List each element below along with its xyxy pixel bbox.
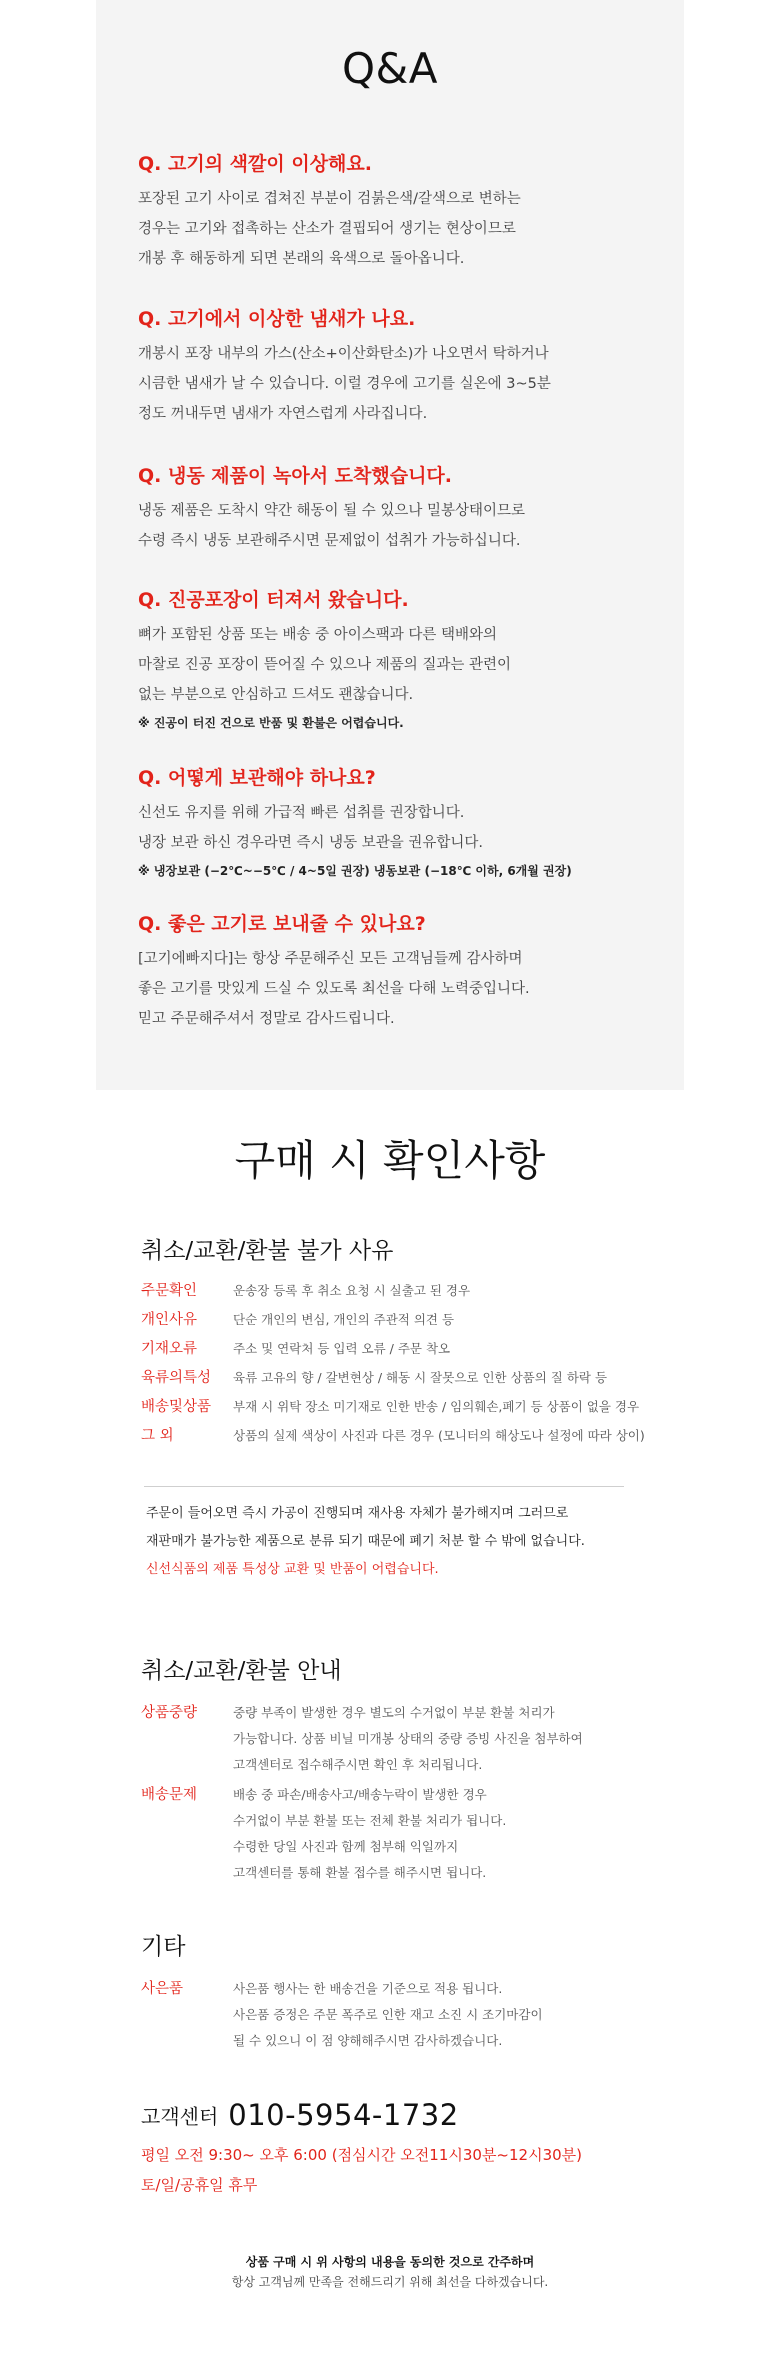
guide-label: 사은품 [141, 1981, 184, 1997]
divider [144, 1486, 624, 1487]
qa-answer-line: 믿고 주문해주셔서 정말로 감사드립니다. [138, 1011, 395, 1027]
guide-line: 수거없이 부분 환불 또는 전체 환불 처리가 됩니다. [233, 1813, 507, 1828]
qa-answer-line: 없는 부분으로 안심하고 드셔도 괜찮습니다. [138, 687, 414, 703]
qa-question: Q. 냉동 제품이 녹아서 도착했습니다. [138, 465, 453, 487]
row-label: 주문확인 [141, 1283, 198, 1299]
customer-center-label: 고객센터 [141, 2104, 219, 2129]
guide-lines [233, 1700, 583, 1778]
qa-answer-line: 시큼한 냄새가 날 수 있습니다. 이럴 경우에 고기를 실온에 3~5분 [138, 376, 551, 392]
qa-question: Q. 고기에서 이상한 냄새가 나요. [138, 308, 416, 330]
qa-answer-line: 개봉 후 해동하게 되면 본래의 육색으로 돌아옵니다. [138, 251, 465, 267]
row-text: 육류 고유의 향 / 갈변현상 / 해동 시 잘못으로 인한 상품의 질 하락 등 [233, 1370, 608, 1385]
footer-promise: 항상 고객님께 만족을 전해드리기 위해 최선을 다하겠습니다. [231, 2275, 549, 2289]
guide-line: 배송 중 파손/배송사고/배송누락이 발생한 경우 [233, 1787, 487, 1802]
no-refund-row [141, 1365, 607, 1391]
qa-item [138, 764, 658, 884]
qa-item [138, 910, 658, 1034]
no-refund-row [141, 1278, 470, 1304]
qa-answer-line: 포장된 고기 사이로 겹쳐진 부분이 검붉은색/갈색으로 변하는 [138, 191, 521, 207]
qa-answer-line: 신선도 유지를 위해 가급적 빠른 섭취를 권장합니다. [138, 805, 465, 821]
qa-answer-line: 수령 즉시 냉동 보관해주시면 문제없이 섭취가 가능하십니다. [138, 533, 521, 549]
guide-label: 배송문제 [141, 1787, 198, 1803]
qa-answer-line: 냉장 보관 하신 경우라면 즉시 냉동 보관을 권유합니다. [138, 835, 484, 851]
footer [0, 2252, 780, 2292]
guide-line: 가능합니다. 상품 비닐 미개봉 상태의 중량 증빙 사진을 첨부하여 [233, 1731, 583, 1746]
closed-days: 토/일/공휴일 휴무 [141, 2176, 258, 2194]
row-text: 부재 시 위탁 장소 미기재로 인한 반송 / 임의훼손,폐기 등 상품이 없을 경우 [233, 1399, 640, 1414]
qa-question: Q. 좋은 고기로 보내줄 수 있나요? [138, 913, 426, 935]
qa-answer-line: 뼈가 포함된 상품 또는 배송 중 아이스팩과 다른 택배와의 [138, 627, 498, 643]
notice-line: 재판매가 불가능한 제품으로 분류 되기 때문에 폐기 처분 할 수 밖에 없습니다. [146, 1534, 585, 1549]
row-label: 기재오류 [141, 1341, 198, 1357]
guide-line: 될 수 있으니 이 점 양해해주시면 감사하겠습니다. [233, 2033, 503, 2048]
guide-line: 수령한 당일 사진과 함께 첨부해 익일까지 [233, 1839, 459, 1854]
row-label: 그 외 [141, 1428, 174, 1444]
business-hours: 평일 오전 9:30~ 오후 6:00 (점심시간 오전11시30분~12시30분) [141, 2146, 583, 2164]
guide-line: 고객센터를 통해 환불 접수를 해주시면 됩니다. [233, 1865, 487, 1880]
notice-block [146, 1500, 666, 1584]
qa-panel [96, 0, 684, 1090]
row-text: 운송장 등록 후 취소 요청 시 실출고 된 경우 [233, 1283, 471, 1298]
qa-title: Q&A [341, 44, 439, 93]
row-label: 배송및상품 [141, 1399, 212, 1415]
qa-answer-line: 마찰로 진공 포장이 뜯어질 수 있으나 제품의 질과는 관련이 [138, 657, 512, 673]
no-refund-row [141, 1423, 645, 1449]
qa-item [138, 586, 658, 736]
notice-line: 주문이 들어오면 즉시 가공이 진행되며 재사용 자체가 불가해지며 그러므로 [146, 1506, 569, 1521]
row-label: 육류의특성 [141, 1370, 212, 1386]
notice-warning: 신선식품의 제품 특성상 교환 및 반품이 어렵습니다. [146, 1562, 439, 1577]
guide-line: 중량 부족이 발생한 경우 별도의 수거없이 부분 환불 처리가 [233, 1705, 555, 1720]
row-text: 단순 개인의 변심, 개인의 주관적 의견 등 [233, 1312, 455, 1327]
guide-label: 상품중량 [141, 1705, 198, 1721]
qa-answer-line: 냉동 제품은 도착시 약간 해동이 될 수 있으나 밀봉상태이므로 [138, 503, 526, 519]
no-refund-row [141, 1307, 454, 1333]
qa-item [138, 305, 658, 429]
guide-line: 사은품 증정은 주문 폭주로 인한 재고 소진 시 조기마감이 [233, 2007, 543, 2022]
customer-center-phone[interactable]: 010-5954-1732 [228, 2098, 459, 2132]
footer-agreement: 상품 구매 시 위 사항의 내용을 동의한 것으로 간주하며 [245, 2255, 535, 2269]
qa-item [138, 150, 658, 274]
qa-question: Q. 고기의 색깔이 이상해요. [138, 153, 372, 175]
guide-line: 사은품 행사는 한 배송건을 기준으로 적용 됩니다. [233, 1981, 503, 1996]
customer-center [141, 2098, 459, 2132]
qa-note: ※ 냉장보관 (−2℃~−5℃ / 4~5일 권장) 냉동보관 (−18℃ 이하, 6개월 권장) [138, 864, 572, 878]
qa-question: Q. 어떻게 보관해야 하나요? [138, 767, 376, 789]
qa-answer-line: 좋은 고기를 맛있게 드실 수 있도록 최선을 다해 노력중입니다. [138, 981, 530, 997]
no-refund-row [141, 1394, 639, 1420]
qa-answer-line: [고기에빠지다]는 항상 주문해주신 모든 고객님들께 감사하며 [138, 951, 523, 967]
section-title: 구매 시 확인사항 [234, 1136, 546, 1185]
qa-note: ※ 진공이 터진 건으로 반품 및 환불은 어렵습니다. [138, 716, 404, 730]
etc-heading: 기타 [141, 1934, 186, 1960]
no-refund-heading: 취소/교환/환불 불가 사유 [141, 1238, 394, 1264]
qa-answer-line: 경우는 고기와 접촉하는 산소가 결핍되어 생기는 현상이므로 [138, 221, 516, 237]
guide-lines [233, 1976, 543, 2054]
guide-line: 고객센터로 접수해주시면 확인 후 처리됩니다. [233, 1757, 483, 1772]
refund-guide-heading: 취소/교환/환불 안내 [141, 1658, 342, 1684]
no-refund-row [141, 1336, 450, 1362]
qa-question: Q. 진공포장이 터져서 왔습니다. [138, 589, 409, 611]
customer-center-hours [141, 2140, 582, 2200]
qa-answer-line: 정도 꺼내두면 냄새가 자연스럽게 사라집니다. [138, 406, 428, 422]
qa-answer-line: 개봉시 포장 내부의 가스(산소+이산화탄소)가 나오면서 탁하거나 [138, 346, 549, 362]
row-text: 주소 및 연락처 등 입력 오류 / 주문 착오 [233, 1341, 451, 1356]
guide-lines [233, 1782, 506, 1886]
qa-item [138, 462, 658, 556]
row-text: 상품의 실제 색상이 사진과 다른 경우 (모니터의 해상도나 설정에 따라 상이) [233, 1428, 645, 1443]
row-label: 개인사유 [141, 1312, 198, 1328]
